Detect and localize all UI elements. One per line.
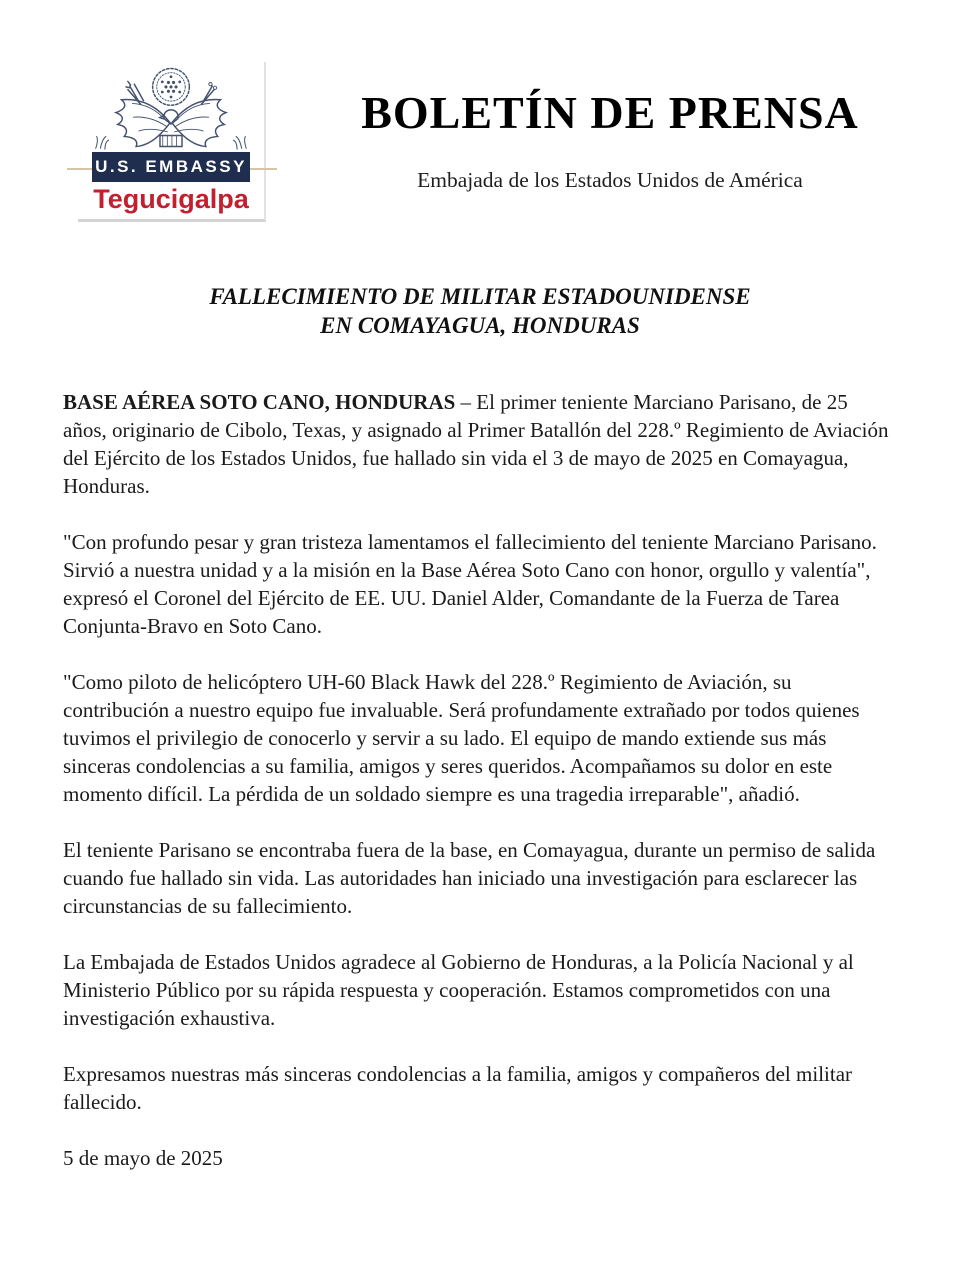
masthead-subtitle: Embajada de los Estados Unidos de América: [417, 168, 803, 192]
embassy-band: [92, 152, 250, 182]
paragraph-investigation: El teniente Parisano se encontraba fuera de la base, en Comayagua, durante un permiso de salida cuando fue hallado sin vida. Las autoridades han iniciado una investigación para esclarecer las circunstancias de su fallecimiento.: [63, 838, 876, 918]
document-headline: [0, 282, 960, 340]
paragraph-condolences: Expresamos nuestras más sinceras condolencias a la familia, amigos y compañeros del militar fallecido.: [63, 1062, 853, 1114]
dateline: BASE AÉREA SOTO CANO, HONDURAS: [63, 390, 456, 414]
paragraph-gratitude: La Embajada de Estados Unidos agradece al Gobierno de Honduras, a la Policía Nacional y al Ministerio Público por su rápida respuesta y cooperación. Estamos comprometidos con una investigación exhaustiva.: [63, 950, 854, 1030]
lead-paragraph: [63, 388, 896, 500]
paragraph-quote-1: "Con profundo pesar y gran tristeza lamentamos el fallecimiento del teniente Marciano Parisano. Sirvió a nuestra unidad y a la misión en la Base Aérea Soto Cano con honor, orgullo y valentía", expresó el Coronel del Ejército de EE. UU. Daniel Alder, Comandante de la Fuerza de Tarea Conjunta-Bravo en Soto Cano.: [63, 530, 877, 638]
headline-line-2: EN COMAYAGUA, HONDURAS: [320, 313, 640, 338]
embassy-logo: [78, 62, 266, 222]
lead-paragraph-text: – El primer teniente Marciano Parisano, de 25 años, originario de Cibolo, Texas, y asignado al Primer Batallón del 228.º Regimiento de Aviación del Ejército de los Estados Unidos, fue hallado sin vida el 3 de mayo de 2025 en Comayagua, Honduras.: [63, 390, 889, 498]
document-date: 5 de mayo de 2025: [63, 1146, 223, 1170]
headline-line-1: FALLECIMIENTO DE MILITAR ESTADOUNIDENSE: [209, 284, 751, 309]
great-seal-eagle-icon: [93, 63, 249, 153]
embassy-band-label: U.S. EMBASSY: [95, 157, 247, 176]
paragraph-quote-2: "Como piloto de helicóptero UH-60 Black Hawk del 228.º Regimiento de Aviación, su contribución a nuestro equipo fue invaluable. Será profundamente extrañado por todos quienes tuvimos el privilegio de conocerlo y servir a su lado. El equipo de mando extiende sus más sinceras condolencias a su familia, amigos y seres queridos. Acompañamos su dolor en este momento difícil. La pérdida de un soldado siempre es una tragedia irreparable", añadió.: [63, 670, 860, 806]
page-title: BOLETÍN DE PRENSA: [361, 87, 859, 138]
masthead: [290, 87, 930, 193]
embassy-city-label: Tegucigalpa: [93, 184, 249, 214]
document-body: [63, 388, 896, 1200]
